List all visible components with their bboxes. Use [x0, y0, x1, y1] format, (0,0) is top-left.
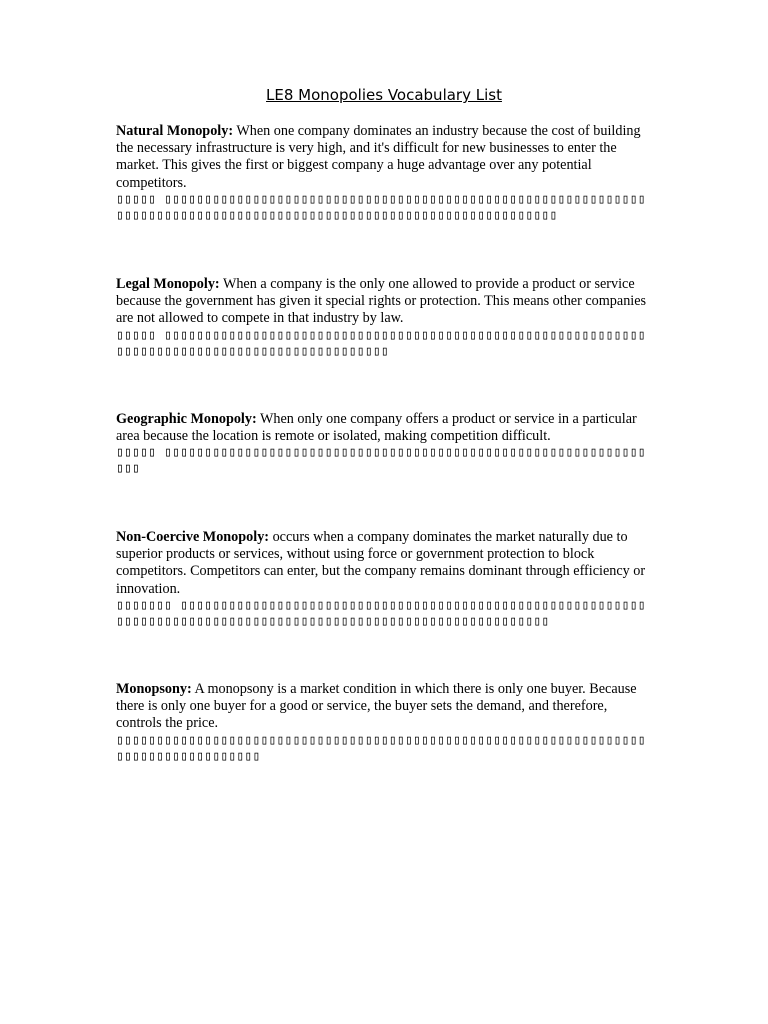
definition-text: When one company dominates an industry because the cost of building the necessary infrastructure is very high, and it's difficult for new businesses to enter the market. This gives the first or biggest company a huge advantage over any potential competitors. [116, 123, 641, 191]
vocab-entry-monopsony [116, 681, 651, 765]
vocab-entry-non-coercive-monopoly [116, 529, 651, 630]
definition-text: A monopsony is a market condition in which there is only one buyer. Because there is only one buyer for a good or service, the buyer sets the demand, and therefore, controls the price. [116, 681, 637, 732]
term-label: Monopsony: [116, 681, 192, 697]
translation-text: ▯▯▯▯▯ ▯▯▯▯▯▯▯▯▯▯▯▯▯▯▯▯▯▯▯▯▯▯▯▯▯▯▯▯▯▯▯▯▯▯▯▯▯▯▯▯▯▯▯▯▯▯▯▯▯▯▯▯▯▯▯▯▯▯▯▯▯▯▯▯▯▯▯▯▯▯▯▯▯▯▯▯▯▯▯▯▯▯▯▯▯▯▯▯▯▯▯▯▯▯ [116, 327, 646, 359]
definition-paragraph [116, 123, 651, 192]
translation-text: ▯▯▯▯▯▯▯▯▯▯▯▯▯▯▯▯▯▯▯▯▯▯▯▯▯▯▯▯▯▯▯▯▯▯▯▯▯▯▯▯▯▯▯▯▯▯▯▯▯▯▯▯▯▯▯▯▯▯▯▯▯▯▯▯▯▯▯▯▯▯▯▯▯▯▯▯▯▯▯▯▯▯▯▯ [116, 732, 646, 764]
definition-paragraph [116, 276, 651, 328]
term-label: Non-Coercive Monopoly: [116, 529, 270, 545]
term-label: Geographic Monopoly: [116, 411, 257, 427]
definition-paragraph [116, 681, 651, 733]
term-label: Legal Monopoly: [116, 276, 220, 292]
vocab-entry-geographic-monopoly [116, 411, 651, 477]
translation-text: ▯▯▯▯▯▯▯ ▯▯▯▯▯▯▯▯▯▯▯▯▯▯▯▯▯▯▯▯▯▯▯▯▯▯▯▯▯▯▯▯▯▯▯▯▯▯▯▯▯▯▯▯▯▯▯▯▯▯▯▯▯▯▯▯▯▯▯▯▯▯▯▯▯▯▯▯▯▯▯▯▯▯▯▯▯▯▯▯▯▯▯▯▯▯▯▯▯▯▯▯▯▯▯▯▯▯▯▯▯▯▯▯▯▯▯▯▯▯▯▯ [116, 597, 646, 629]
translation-text: ▯▯▯▯▯ ▯▯▯▯▯▯▯▯▯▯▯▯▯▯▯▯▯▯▯▯▯▯▯▯▯▯▯▯▯▯▯▯▯▯▯▯▯▯▯▯▯▯▯▯▯▯▯▯▯▯▯▯▯▯▯▯▯▯▯▯▯▯▯ [116, 445, 646, 477]
definition-paragraph [116, 529, 651, 598]
term-label: Natural Monopoly: [116, 123, 234, 139]
definition-paragraph [116, 411, 651, 445]
document-title: LE8 Monopolies Vocabulary List [266, 86, 502, 104]
definition-text: When a company is the only one allowed to provide a product or service because the government has given it special rights or protection. This means other companies are not allowed to compete in that industry by law. [116, 276, 647, 327]
definition-text: occurs when a company dominates the market naturally due to superior products or services, without using force or government protection to block competitors. Competitors can enter, but the company remains dominant through efficiency or innovation. [116, 529, 646, 597]
vocab-entry-natural-monopoly [116, 123, 651, 224]
translation-text: ▯▯▯▯▯ ▯▯▯▯▯▯▯▯▯▯▯▯▯▯▯▯▯▯▯▯▯▯▯▯▯▯▯▯▯▯▯▯▯▯▯▯▯▯▯▯▯▯▯▯▯▯▯▯▯▯▯▯▯▯▯▯▯▯▯▯▯▯▯▯▯▯▯▯▯▯▯▯▯▯▯▯▯▯▯▯▯▯▯▯▯▯▯▯▯▯▯▯▯▯▯▯▯▯▯▯▯▯▯▯▯▯▯▯▯▯▯▯▯▯▯ [116, 191, 646, 223]
vocab-entry-legal-monopoly [116, 276, 651, 360]
definition-text: When only one company offers a product or service in a particular area because the location is remote or isolated, making competition difficult. [116, 411, 637, 445]
